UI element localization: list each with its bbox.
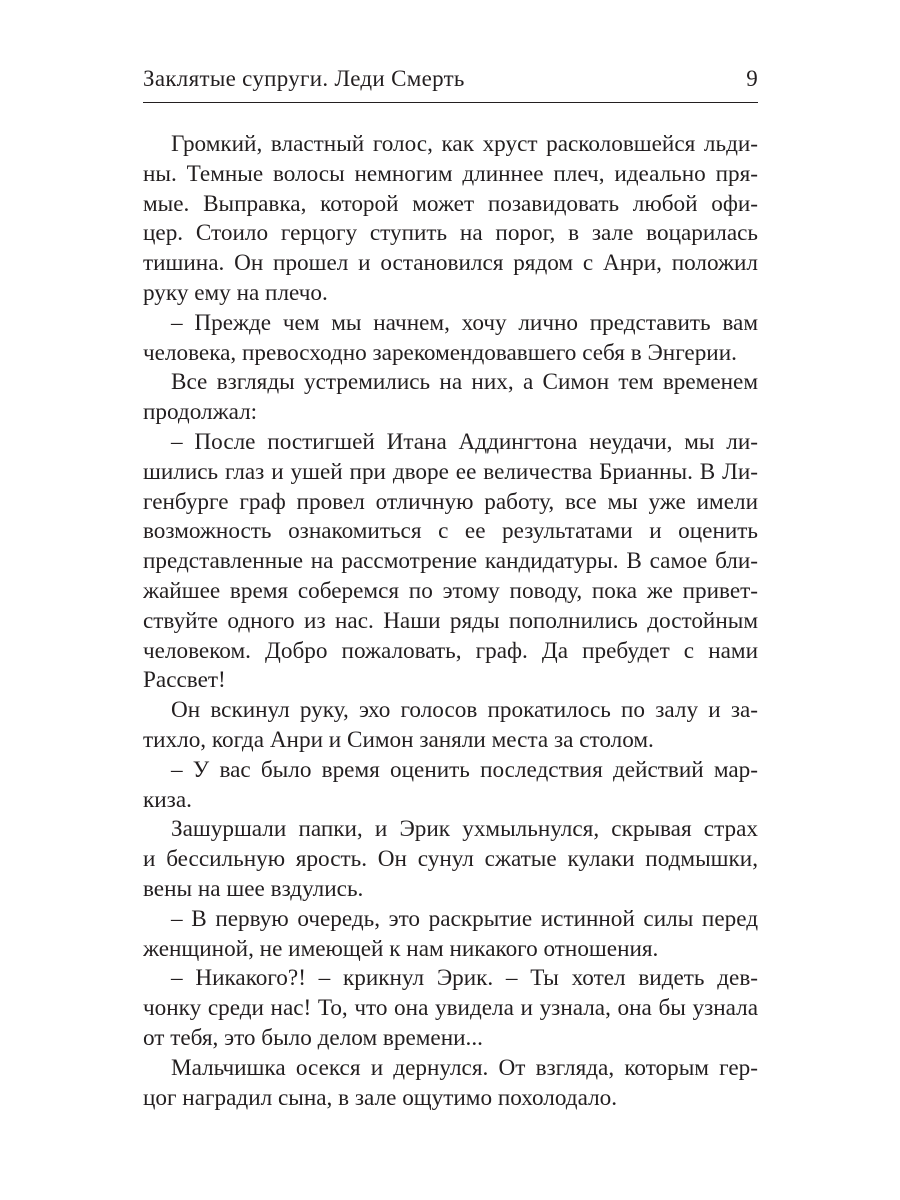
text-line: – В первую очередь, это раскрытие истинной силы перед: [171, 905, 758, 932]
text-line: представленные на рассмотрение кандидатуры. В самое бли-: [143, 548, 758, 575]
running-title: Заклятые супруги. Леди Смерть: [143, 66, 465, 91]
text-line: – Прежде чем мы начнем, хочу лично представить вам: [171, 309, 758, 336]
text-line: генбурге граф провел отличную работу, все мы уже имели: [143, 488, 758, 515]
text-line: Он вскинул руку, эхо голосов прокатилось по залу и за-: [171, 697, 758, 724]
text-line: человеком. Добро пожаловать, граф. Да пребудет с нами: [143, 637, 758, 664]
text-line: тихло, когда Анри и Симон заняли места за столом.: [143, 726, 654, 753]
page-number: 9: [746, 66, 758, 91]
text-line: вены на шее вздулись.: [143, 875, 364, 902]
text-line: – После постигшей Итана Аддингтона неудачи, мы ли-: [171, 428, 758, 455]
text-line: Все взгляды устремились на них, а Симон тем временем: [171, 369, 758, 396]
text-line: чонку среди нас! То, что она увидела и узнала, она бы узнала: [143, 995, 758, 1022]
text-line: – У вас было время оценить последствия действий мар-: [171, 756, 758, 783]
text-line: руку ему на плечо.: [143, 279, 328, 306]
text-line: шились глаз и ушей при дворе ее величества Брианны. В Ли-: [143, 458, 758, 485]
text-line: мые. Выправка, которой может позавидовать любой офи-: [143, 190, 758, 217]
text-line: Рассвет!: [143, 667, 226, 694]
text-line: – Никакого?! – крикнул Эрик. – Ты хотел видеть дев-: [171, 965, 758, 992]
running-header: [143, 66, 758, 100]
text-line: жайшее время соберемся по этому поводу, пока же привет-: [143, 577, 758, 604]
text-line: человека, превосходно зарекомендовавшего себя в Энгерии.: [143, 339, 737, 366]
text-line: от тебя, это было делом времени...: [143, 1024, 483, 1051]
header-rule: [143, 102, 758, 103]
body-text: [143, 130, 758, 1113]
text-line: киза.: [143, 786, 192, 813]
text-line: Громкий, властный голос, как хруст расколовшейся льди-: [171, 131, 758, 157]
text-line: продолжал:: [143, 399, 258, 426]
text-line: тишина. Он прошел и остановился рядом с Анри, положил: [143, 250, 758, 277]
text-line: и бессильную ярость. Он сунул сжатые кулаки подмышки,: [143, 846, 758, 873]
text-line: ствуйте одного из нас. Наши ряды пополнились достойным: [143, 607, 758, 634]
text-line: цог наградил сына, в зале ощутимо похолодало.: [143, 1084, 618, 1111]
text-line: ны. Темные волосы немногим длиннее плеч, идеально пря-: [143, 160, 758, 187]
text-line: Зашуршали папки, и Эрик ухмыльнулся, скрывая страх: [171, 816, 758, 843]
text-line: цер. Стоило герцогу ступить на порог, в зале воцарилась: [143, 220, 758, 247]
text-line: женщиной, не имеющей к нам никакого отношения.: [143, 935, 659, 962]
text-line: Мальчишка осекся и дернулся. От взгляда, которым гер-: [171, 1054, 758, 1081]
text-line: возможность ознакомиться с ее результатами и оценить: [143, 518, 758, 545]
